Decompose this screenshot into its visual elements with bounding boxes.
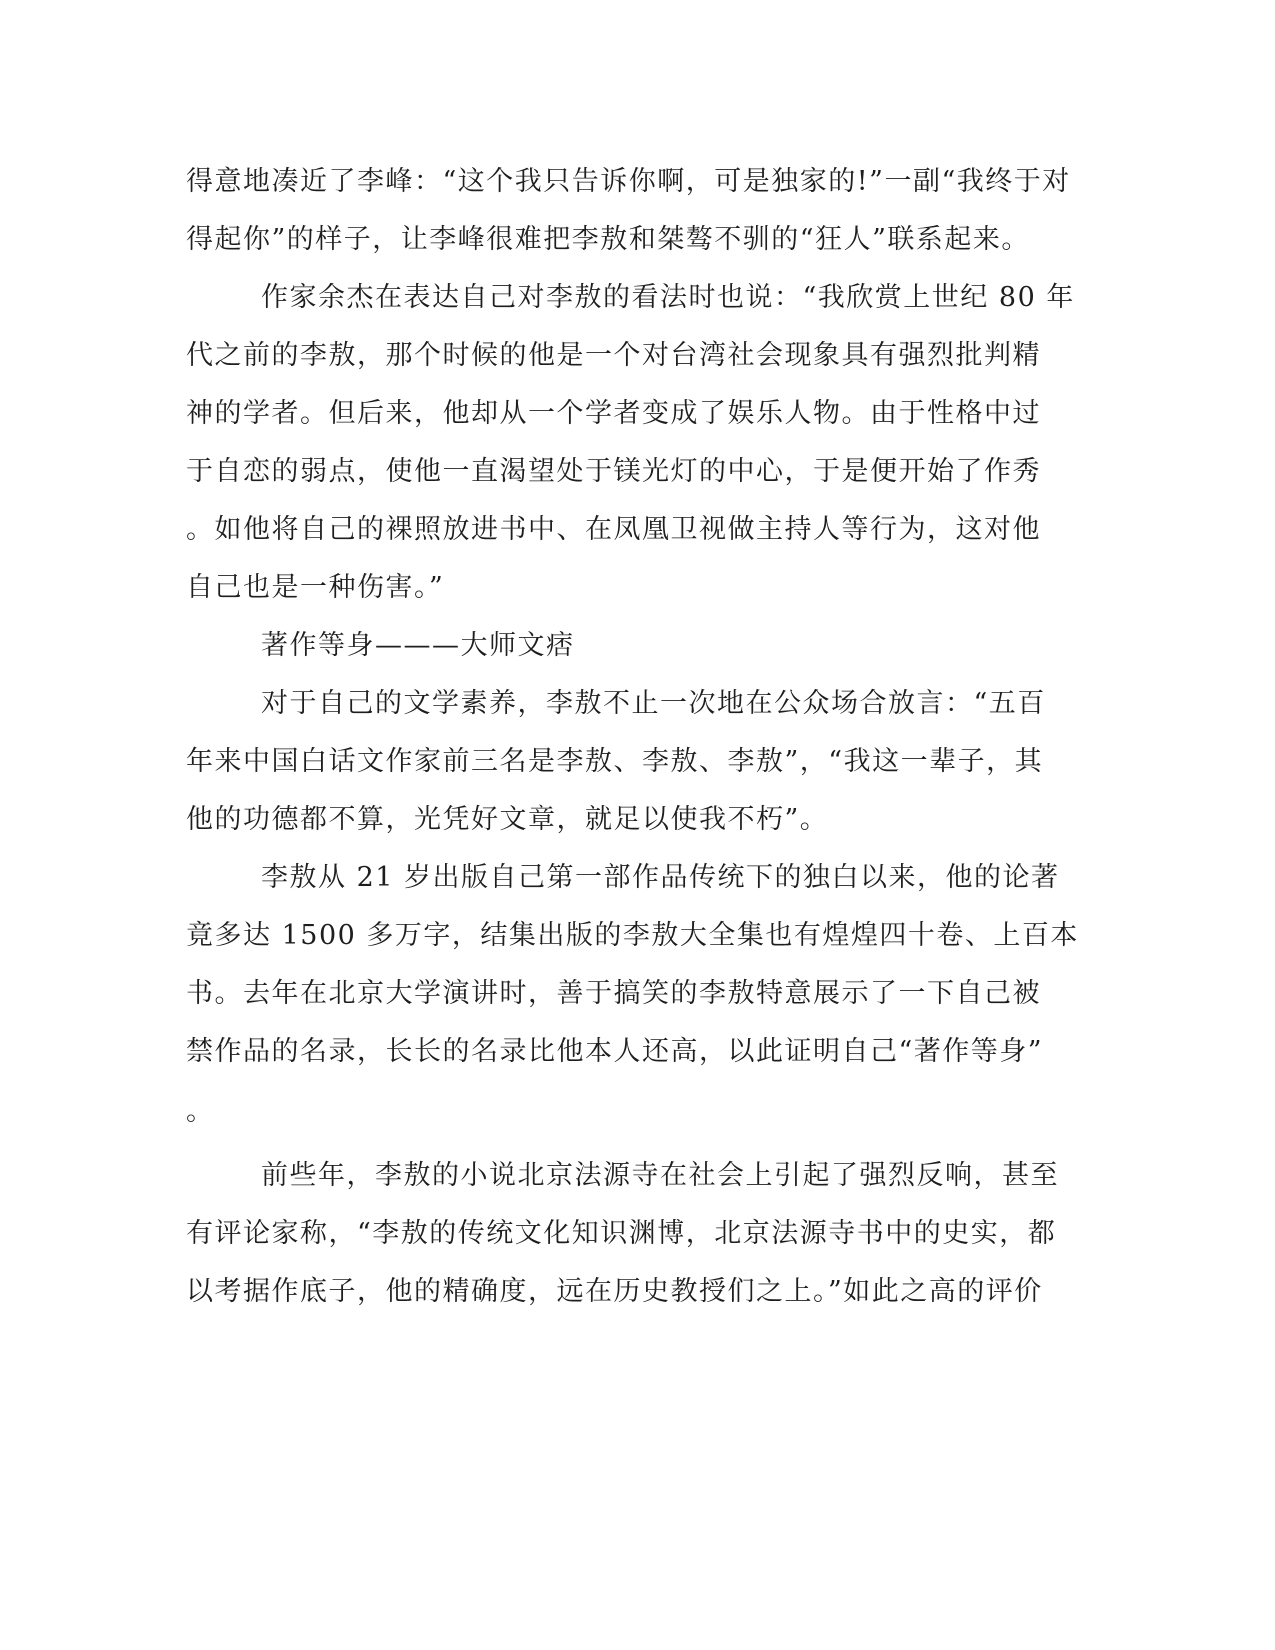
- text-line: 。: [186, 1096, 215, 1127]
- paragraph-start-line: 前些年，李敖的小说北京法源寺在社会上引起了强烈反响，甚至: [261, 1160, 1059, 1191]
- paragraph-start-line: 李敖从 21 岁出版自己第一部作品传统下的独白以来，他的论著: [261, 862, 1060, 893]
- text-line: 禁作品的名录，长长的名录比他本人还高，以此证明自己“著作等身”: [186, 1036, 1044, 1067]
- paragraph-start-line: 作家余杰在表达自己对李敖的看法时也说：“我欣赏上世纪 80 年: [261, 282, 1075, 313]
- text-line: 于自恋的弱点，使他一直渴望处于镁光灯的中心，于是便开始了作秀: [186, 456, 1041, 487]
- text-line: 得意地凑近了李峰：“这个我只告诉你啊，可是独家的!”一副“我终于对: [186, 166, 1071, 197]
- paragraph-start-line: 对于自己的文学素养，李敖不止一次地在公众场合放言：“五百: [261, 688, 1046, 719]
- text-line: 以考据作底子，他的精确度，远在历史教授们之上。”如此之高的评价: [186, 1276, 1043, 1307]
- text-line: 有评论家称，“李敖的传统文化知识渊博，北京法源寺书中的史实，都: [186, 1218, 1057, 1249]
- text-line: 自己也是一种伤害。”: [186, 572, 445, 603]
- text-line: 。如他将自己的裸照放进书中、在凤凰卫视做主持人等行为，这对他: [186, 514, 1041, 545]
- text-line: 神的学者。但后来，他却从一个学者变成了娱乐人物。由于性格中过: [186, 398, 1041, 429]
- text-line: 年来中国白话文作家前三名是李敖、李敖、李敖”，“我这一辈子，其: [186, 746, 1044, 777]
- text-line: 竟多达 1500 多万字，结集出版的李敖大全集也有煌煌四十卷、上百本: [186, 920, 1079, 951]
- text-line: 代之前的李敖，那个时候的他是一个对台湾社会现象具有强烈批判精: [186, 340, 1041, 371]
- section-heading: 著作等身———大师文痞: [261, 630, 575, 661]
- text-line: 他的功德都不算，光凭好文章，就足以使我不朽”。: [186, 804, 829, 835]
- text-line: 得起你”的样子，让李峰很难把李敖和桀骜不驯的“狂人”联系起来。: [186, 224, 1030, 255]
- text-line: 书。去年在北京大学演讲时，善于搞笑的李敖特意展示了一下自己被: [186, 978, 1041, 1009]
